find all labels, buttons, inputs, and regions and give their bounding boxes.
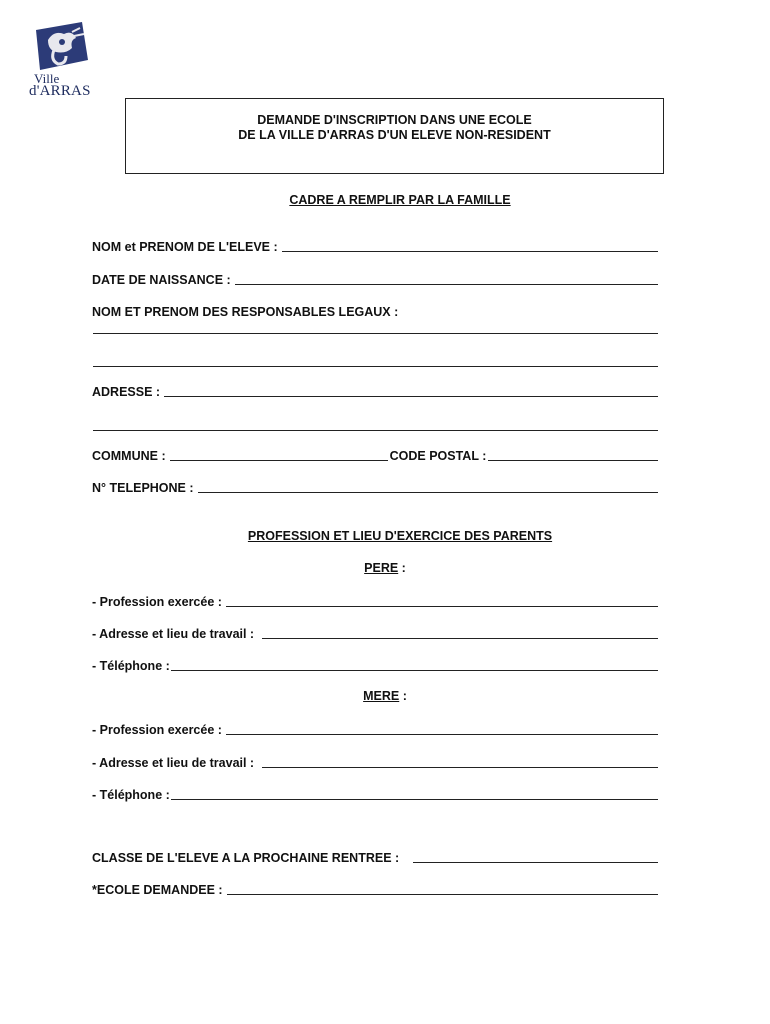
section-family-heading: CADRE A REMPLIR PAR LA FAMILLE: [289, 193, 511, 207]
field-commune-line[interactable]: [170, 460, 388, 461]
field-telephone[interactable]: [92, 479, 658, 495]
logo-arras-text: d'ARRAS: [29, 83, 91, 99]
field-code-postal-label: CODE POSTAL :: [389, 449, 487, 463]
field-pere-telephone[interactable]: [92, 657, 658, 673]
field-adresse-line[interactable]: [164, 396, 658, 397]
field-date-naissance-line[interactable]: [235, 284, 658, 285]
field-pere-adresse-travail-label: - Adresse et lieu de travail :: [92, 627, 255, 641]
field-mere-telephone-label: - Téléphone :: [92, 788, 170, 802]
pere-heading: [0, 561, 770, 575]
logo-ville-text: Ville: [34, 71, 60, 86]
field-adresse-line-2[interactable]: [93, 430, 658, 431]
form-title-line2: DE LA VILLE D'ARRAS D'UN ELEVE NON-RESIDENT: [238, 128, 551, 142]
field-telephone-line[interactable]: [198, 492, 658, 493]
field-ecole-label: *ECOLE DEMANDEE :: [92, 883, 223, 897]
ville-arras-logo: [28, 20, 98, 102]
field-mere-profession[interactable]: [92, 721, 658, 737]
field-responsables-line-2[interactable]: [93, 366, 658, 367]
pere-heading-colon: :: [398, 561, 406, 575]
pere-heading-text: PERE: [364, 561, 399, 575]
field-pere-profession-label: - Profession exercée :: [92, 595, 222, 609]
form-title-line1: DEMANDE D'INSCRIPTION DANS UNE ECOLE: [257, 113, 532, 127]
mere-heading-colon: :: [399, 689, 407, 703]
field-telephone-label: N° TELEPHONE :: [92, 481, 194, 495]
field-commune-label: COMMUNE :: [92, 449, 166, 463]
field-adresse-label: ADRESSE :: [92, 385, 161, 399]
field-pere-profession-line[interactable]: [226, 606, 658, 607]
field-pere-profession[interactable]: [92, 593, 658, 609]
field-responsables: [92, 303, 658, 319]
field-ecole[interactable]: [92, 881, 658, 897]
field-mere-adresse-travail-label: - Adresse et lieu de travail :: [92, 756, 255, 770]
field-date-naissance[interactable]: [92, 271, 658, 287]
field-nom-eleve-label: NOM et PRENOM DE L'ELEVE :: [92, 240, 278, 254]
field-classe[interactable]: [92, 849, 658, 865]
field-mere-profession-label: - Profession exercée :: [92, 723, 222, 737]
field-ecole-line[interactable]: [227, 894, 658, 895]
field-commune-code-postal[interactable]: [92, 447, 658, 463]
field-classe-line[interactable]: [413, 862, 658, 863]
field-responsables-label: NOM ET PRENOM DES RESPONSABLES LEGAUX :: [92, 305, 399, 319]
field-mere-profession-line[interactable]: [226, 734, 658, 735]
field-nom-eleve-line[interactable]: [282, 251, 658, 252]
form-title-box: [125, 98, 664, 174]
mere-heading: [0, 689, 770, 703]
field-code-postal-line[interactable]: [488, 460, 658, 461]
field-mere-adresse-travail-line[interactable]: [262, 767, 658, 768]
field-classe-label: CLASSE DE L'ELEVE A LA PROCHAINE RENTREE :: [92, 851, 400, 865]
field-pere-telephone-line[interactable]: [171, 670, 658, 671]
mere-heading-text: MERE: [363, 689, 400, 703]
section-parents-heading: PROFESSION ET LIEU D'EXERCICE DES PARENTS: [247, 529, 553, 543]
field-date-naissance-label: DATE DE NAISSANCE :: [92, 273, 231, 287]
field-responsables-line-1[interactable]: [93, 333, 658, 334]
field-pere-adresse-travail[interactable]: [92, 625, 658, 641]
field-mere-adresse-travail[interactable]: [92, 754, 658, 770]
arras-crest-icon: [32, 20, 92, 72]
field-nom-eleve[interactable]: [92, 238, 658, 254]
field-mere-telephone-line[interactable]: [171, 799, 658, 800]
field-adresse[interactable]: [92, 383, 658, 399]
field-mere-telephone[interactable]: [92, 786, 658, 802]
field-pere-telephone-label: - Téléphone :: [92, 659, 170, 673]
field-pere-adresse-travail-line[interactable]: [262, 638, 658, 639]
